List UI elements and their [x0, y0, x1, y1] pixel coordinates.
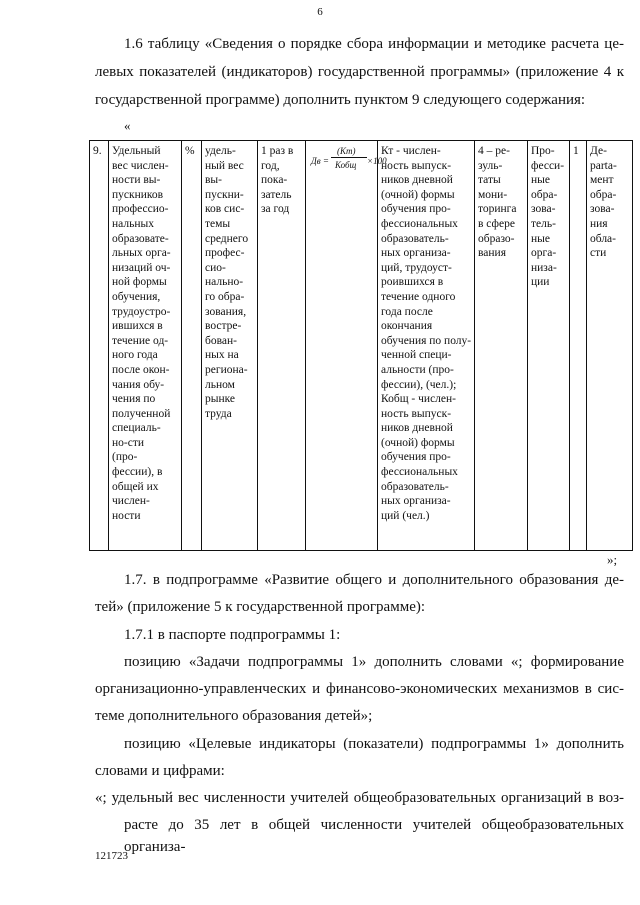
formula-denominator: Кобщ — [335, 160, 357, 170]
variables-cell — [378, 141, 475, 551]
indicator-name: Удельный вес числен- ности вы- пускников профессио- нальных образовате- льных орга- низаций оч- ной формы обучения, трудоустро- ившихся в течение од- ного года после окон- чания обу- чения по полученной специаль- но-сти (про- фессии), в общей их числен- ности — [112, 145, 171, 522]
fraction-bar — [331, 157, 367, 158]
intro-line-3: государственной программе) дополнить пунктом 9 следующего содержания: — [95, 92, 586, 108]
indicators-line-1: позицию «Целевые индикаторы (показатели) подпрограммы 1» дополнить — [124, 736, 624, 752]
responsible-cell — [528, 141, 570, 551]
tasks-line-2: организационно-управленческих и финансово-экономических механизмов в сис- — [95, 681, 624, 697]
department-cell — [587, 141, 633, 551]
intro-line-1: 1.6 таблицу «Сведения о порядке сбора информации и методике расчета це- — [124, 36, 624, 52]
indicator-name-cell — [109, 141, 182, 551]
table-quote-close: »; — [607, 552, 618, 567]
periodicity: 1 раз в год, пока- затель за год — [261, 145, 294, 216]
formula-lhs: Дв = — [311, 156, 329, 166]
unit: % — [185, 145, 195, 157]
row-number: 9. — [93, 145, 102, 157]
page-number: 6 — [317, 6, 323, 18]
code: 1 — [573, 145, 579, 157]
intro-line-2: левых показателей (индикаторов) государственной программы» (приложение 4 к — [95, 64, 624, 80]
formula-numerator: (Кт) — [337, 146, 356, 156]
indicators-line-2: словами и цифрами: — [95, 763, 225, 779]
unit-cell — [182, 141, 202, 551]
section-1-7-1: 1.7.1 в паспорте подпрограммы 1: — [124, 627, 341, 643]
row-number-cell — [90, 141, 109, 551]
formula-variables: Кт - числен- ность выпуск- ников дневной (очной) формы обучения про- фессиональных образователь- ных организа- ций, трудоуст- роившихся в течение одного года после окончания обучения по полу- ченной специ- альности (про- фессии), (чел.); Кобщ - числен- ность выпуск- ников дневной (очной) формы обучения про- фессиональных образователь- ных организа- ций (чел.) — [381, 145, 472, 522]
document-code: 121723 — [95, 850, 128, 862]
code-cell — [570, 141, 587, 551]
collection-method: 4 – ре- зуль- таты мони- торинга в сфере образо- вания — [478, 145, 517, 260]
calculation-formula — [309, 144, 387, 174]
share-line-1: «; удельный вес численности учителей общеобразовательных организаций в воз- — [95, 790, 624, 806]
tasks-line-1: позицию «Задачи подпрограммы 1» дополнить словами «; формирование — [124, 654, 624, 670]
indicator-definition: удель- ный вес вы- пускни- ков сис- темы среднего профес- сио- нально- го обра- зования, востре- бован- ных на региона- льном рынке труда — [205, 145, 249, 420]
formula-cell — [306, 141, 387, 551]
periodicity-cell — [258, 141, 306, 551]
section-1-7-line-1: 1.7. в подпрограмме «Развитие общего и дополнительного образования де- — [124, 572, 624, 588]
tasks-line-3: теме дополнительного образования детей»; — [95, 708, 373, 724]
method-cell — [475, 141, 528, 551]
definition-cell — [202, 141, 258, 551]
indicator-table — [89, 140, 633, 551]
responsible-department: Де- parta- мент обра- зова- ния обла- сти — [590, 145, 617, 260]
responsible-organizations: Про- фесси- ные обра- зова- тель- ные орга- низа- ции — [531, 145, 565, 289]
share-line-2: расте до 35 лет в общей численности учителей общеобразовательных организа- — [124, 817, 624, 855]
table-row — [90, 141, 633, 551]
table-quote-open: « — [124, 118, 131, 133]
section-1-7-line-2: тей» (приложение 5 к государственной программе): — [95, 599, 426, 615]
formula-multiplier: ×100 — [367, 156, 387, 166]
